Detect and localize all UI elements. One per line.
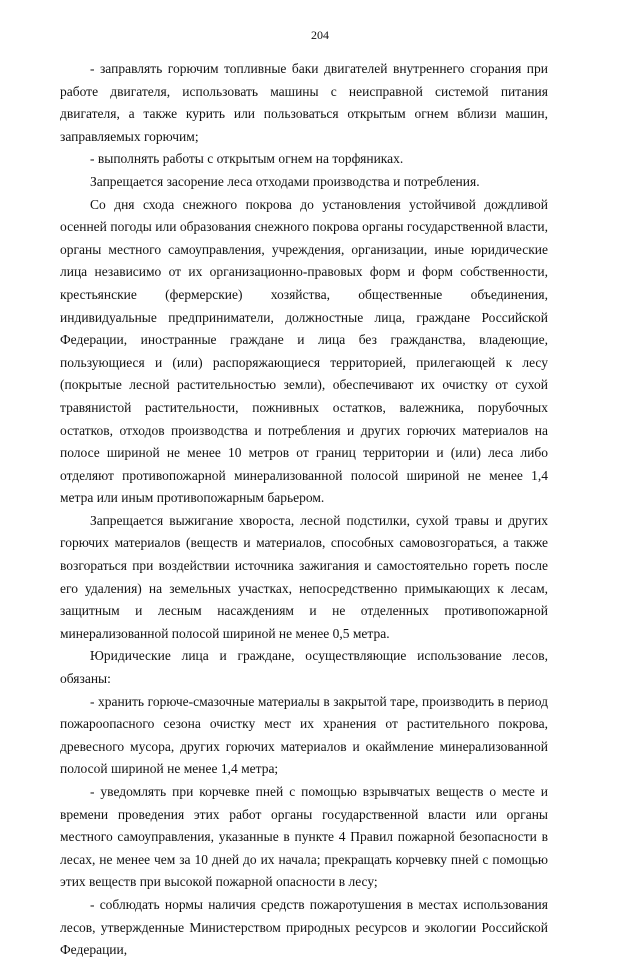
paragraph: - заправлять горючим топливные баки двигателей внутреннего сгорания при работе двигателя, использовать машины с неисправной системой питания двигателя, а также курить или пользоваться открытым огнем вблизи машин, заправляемых горючим; [60,61,548,144]
document-body [60,58,548,962]
page-number: 204 [311,28,329,42]
paragraph: - хранить горюче-смазочные материалы в закрытой таре, производить в период пожароопасного сезона очистку мест их хранения от растительного покрова, древесного мусора, других горючих материалов и окаймление минерализованной полосой шириной не менее 1,4 метра; [60,693,548,777]
paragraph: Запрещается выжигание хвороста, лесной подстилки, сухой травы и других горючих материалов (веществ и материалов, способных самовозгораться, а также возгораться при воздействии источника зажигания и самостоятельно гореть после его удаления) на земельных участках, непосредственно примыкающих к лесам, защитным и лесным насаждениям и не отделенных противопожарной минерализованной полосой шириной не менее 0,5 метра. [60,512,548,641]
paragraph: - соблюдать нормы наличия средств пожаротушения в местах использования лесов, утвержденные Министерством природных ресурсов и экологии Российской Федерации, [60,896,548,958]
paragraph: Со дня схода снежного покрова до установления устойчивой дождливой осенней погоды или образования снежного покрова органы государственной власти, органы местного самоуправления, учреждения, организации, иные юридические лица независимо от их организационно-правовых форм и форм собственности, крестьянские (фермерские) хозяйства, общественные объединения, индивидуальные предприниматели, должностные лица, граждане Российской Федерации, иностранные граждане и лица без гражданства, владеющие, пользующиеся и (или) распоряжающиеся территорией, прилегающей к лесу (покрытые лесной растительностью земли), обеспечивают их очистку от сухой травянистой растительности, пожнивных остатков, валежника, порубочных остатков, отходов производства и потребления и других горючих материалов на полосе шириной не менее 10 метров от границ территории и (или) леса либо отделяют противопожарной минерализованной полосой шириной не менее 1,4 метра или иным противопожарным барьером. [60,196,548,506]
paragraph: - выполнять работы с открытым огнем на торфяниках. [90,151,404,167]
paragraph: - уведомлять при корчевке пней с помощью взрывчатых веществ о месте и времени проведения этих работ органы государственной власти или органы местного самоуправления, указанные в пункте 4 Правил пожарной безопасности в лесах, не менее чем за 10 дней до их начала; прекращать корчевку пней с помощью этих веществ при высокой пожарной опасности в лесу; [60,784,548,890]
paragraph: Запрещается засорение леса отходами производства и потребления. [90,173,480,189]
paragraph: Юридические лица и граждане, осуществляющие использование лесов, обязаны: [60,648,548,687]
